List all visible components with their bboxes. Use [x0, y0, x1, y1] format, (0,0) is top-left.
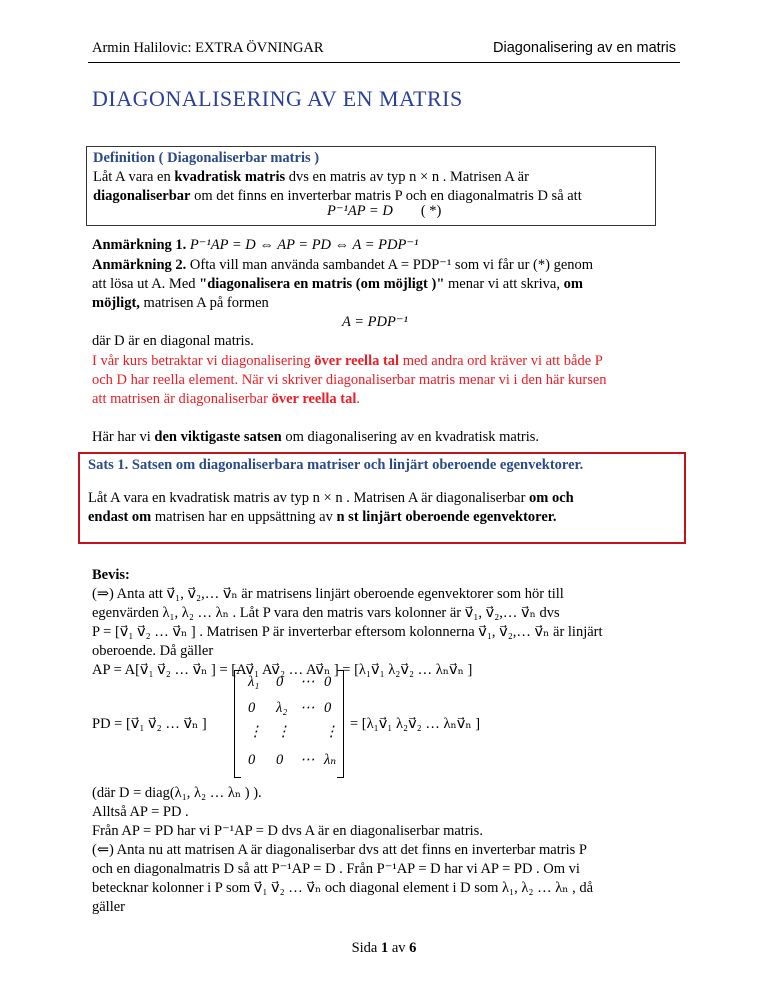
- pd-left: PD = [v⃗₁ v⃗₂ … v⃗ₙ ]: [92, 716, 207, 732]
- matrix-cell: ⋯: [300, 752, 315, 768]
- theorem-line-1: Låt A vara en kvadratisk matris av typ n × n . Matrisen A är diagonaliserbar om och: [88, 490, 574, 506]
- header-author: Armin Halilovic: EXTRA ÖVNINGAR: [92, 40, 324, 56]
- pd-right: = [λ₁v⃗₁ λ₂v⃗₂ … λₙv⃗ₙ ]: [350, 716, 481, 732]
- matrix-cell: 0: [248, 700, 256, 716]
- proof-part-1: Bevis: (⇒) Anta att v⃗₁, v⃗₂,… v⃗ₙ är matrisens linjärt oberoende egenvektorer som hör till egenvärden λ₁, λ₂ … λₙ . Låt P vara den matris vars kolonner är v⃗₁, v⃗₂,… v⃗ₙ dvs P = [v⃗₁ v⃗₂ … v⃗ₙ ] . Matrisen P är inverterbar eftersom kolonnerna v⃗₁, v⃗₂,… v⃗ₙ är linjärt oberoende. Då gäller AP = A[v⃗₁ v⃗₂ … v⃗ₙ ] = [Av⃗₁ Av⃗₂ … Av⃗ₙ ] = [λ₁v⃗₁ λ₂v⃗₂ … λₙv⃗ₙ ]: [92, 567, 603, 678]
- matrix-cell: 0: [248, 752, 256, 768]
- matrix-cell: ⋮: [276, 724, 291, 740]
- matrix-cell: ⋯: [300, 674, 315, 690]
- matrix-cell: ⋯: [300, 700, 315, 716]
- matrix-cell: ⋮: [248, 724, 263, 740]
- matrix-cell: ⋮: [324, 724, 339, 740]
- header-divider: [88, 62, 680, 63]
- proof-part-2: (där D = diag(λ₁, λ₂ … λₙ ) ). Alltså AP = PD . Från AP = PD har vi P⁻¹AP = D dvs A är en diagonaliserbar matris. (⇐) Anta nu att matrisen A är diagonaliserbar dvs att det finns en inverterbar matris P och en diagonalmatris D så att P⁻¹AP = D . Från P⁻¹AP = D har vi AP = PD . Om vi betecknar kolonner i P som v⃗₁ v⃗₂ … v⃗ₙ och diagonal element i D som λ₁, λ₂ … λₙ , då gäller: [92, 785, 594, 915]
- theorem-box: [78, 452, 686, 544]
- matrix-left-bracket: [234, 670, 241, 778]
- definition-equation: P⁻¹AP = D ( *): [327, 203, 442, 219]
- matrix-cell: 0: [276, 752, 284, 768]
- matrix-cell: λ₂: [276, 700, 288, 716]
- matrix-cell: λ₁: [248, 674, 260, 690]
- matrix-cell: 0: [324, 674, 332, 690]
- theorem-intro: Här har vi den viktigaste satsen om diagonalisering av en kvadratisk matris.: [92, 429, 540, 445]
- theorem-heading: Sats 1. Satsen om diagonaliserbara matriser och linjärt oberoende egenvektorer.: [88, 457, 584, 473]
- definition-line-2: diagonaliserbar om det finns en inverterbar matris P och en diagonalmatris D så att: [93, 188, 582, 204]
- matrix-cell: 0: [276, 674, 284, 690]
- definition-box: [86, 146, 656, 226]
- remark-2-equation: A = PDP⁻¹: [342, 314, 408, 330]
- remark-2: Anmärkning 2. Ofta vill man använda sambandet A = PDP⁻¹ som vi får ur (*) genom att lösa ut A. Med "diagonalisera en matris (om möjligt )" menar vi att skriva, om möjligt, matrisen A på formen A = PDP⁻¹ där D är en diagonal matris.: [92, 256, 682, 351]
- diagonal-matrix: [234, 670, 344, 778]
- matrix-cell: λₙ: [324, 752, 337, 768]
- header-topic: Diagonalisering av en matris: [493, 40, 676, 56]
- remark-1: Anmärkning 1. P⁻¹AP = D ⇔ AP = PD ⇔ A = PDP⁻¹: [92, 237, 419, 253]
- definition-line-1: Låt A vara en kvadratisk matris dvs en matris av typ n × n . Matrisen A är: [93, 169, 529, 185]
- matrix-cell: 0: [324, 700, 332, 716]
- page-title: DIAGONALISERING AV EN MATRIS: [92, 86, 463, 111]
- page-number: Sida 1 av 6: [351, 940, 417, 956]
- theorem-line-2: endast om matrisen har en uppsättning av n st linjärt oberoende egenvektorer.: [88, 509, 557, 525]
- definition-heading: Definition ( Diagonaliserbar matris ): [93, 150, 320, 166]
- course-note: I vår kurs betraktar vi diagonalisering över reella tal med andra ord kräver vi att både P och D har reella element. När vi skriver diagonaliserbar matris menar vi i den här kursen att matrisen är diagonaliserbar över reella tal.: [92, 353, 607, 407]
